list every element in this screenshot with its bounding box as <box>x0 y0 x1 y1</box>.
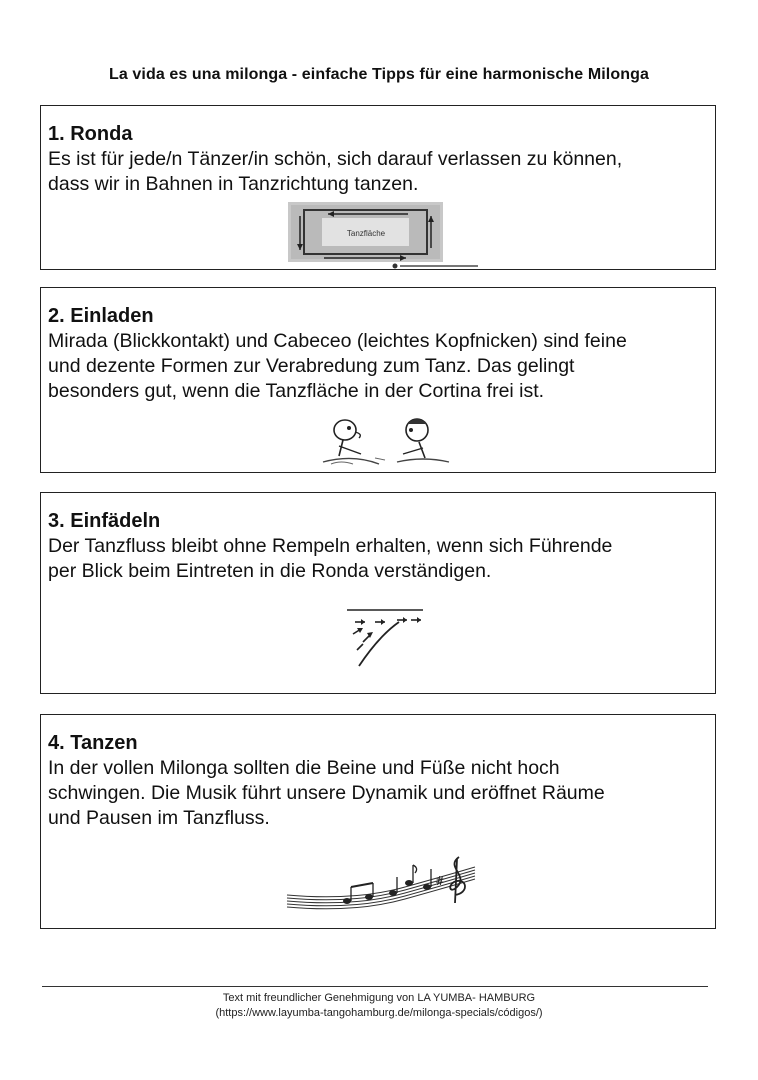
copyright-marker-icon <box>391 263 481 269</box>
tip-card-ronda <box>40 105 716 270</box>
tip-text <box>48 147 705 197</box>
two-dancers-looking-icon <box>313 418 455 470</box>
tip-heading: 1. Ronda <box>48 123 133 145</box>
tip-text-line: Der Tanzfluss bleibt ohne Rempeln erhalten, wenn sich Führende <box>48 535 613 557</box>
tip-heading: 2. Einladen <box>48 305 154 327</box>
tip-card-tanzen <box>40 714 716 929</box>
tip-text-line: per Blick beim Eintreten in die Ronda verständigen. <box>48 560 492 582</box>
tip-text-line: Es ist für jede/n Tänzer/in schön, sich darauf verlassen zu können, <box>48 148 623 170</box>
tip-heading: 4. Tanzen <box>48 732 138 754</box>
footer-divider <box>42 986 708 987</box>
tip-heading: 3. Einfädeln <box>48 510 161 532</box>
tip-text-line: und dezente Formen zur Verabredung zum Tanz. Das gelingt <box>48 355 575 377</box>
illustration-label: Tanzfläche <box>346 229 386 238</box>
tip-card-einfaedeln <box>40 492 716 694</box>
tip-text-line: In der vollen Milonga sollten die Beine und Füße nicht hoch <box>48 757 560 779</box>
tip-text <box>48 534 705 584</box>
document-title: La vida es una milonga - einfache Tipps für eine harmonische Milonga <box>109 66 649 83</box>
footer-credit: Text mit freundlicher Genehmigung von LA YUMBA- HAMBURG <box>222 992 536 1004</box>
merging-arrows-diagram <box>345 606 425 668</box>
tip-text-line: und Pausen im Tanzfluss. <box>48 807 270 829</box>
dance-floor-ronda-diagram <box>288 202 443 264</box>
tip-text <box>48 756 705 831</box>
tip-text-line: Mirada (Blickkontakt) und Cabeceo (leichtes Kopfnicken) sind feine <box>48 330 627 352</box>
footer-source-url: (https://www.layumba-tangohamburg.de/milonga-specials/códigos/) <box>215 1007 543 1019</box>
tip-text-line: dass wir in Bahnen in Tanzrichtung tanzen. <box>48 173 419 195</box>
tip-text-line: schwingen. Die Musik führt unsere Dynamik und eröffnet Räume <box>48 782 605 804</box>
svg-text:#: # <box>435 874 446 888</box>
music-staff-notes-icon <box>285 853 481 911</box>
tip-text <box>48 329 705 404</box>
tip-text-line: besonders gut, wenn die Tanzfläche in der Cortina frei ist. <box>48 380 545 402</box>
tip-card-einladen <box>40 287 716 473</box>
